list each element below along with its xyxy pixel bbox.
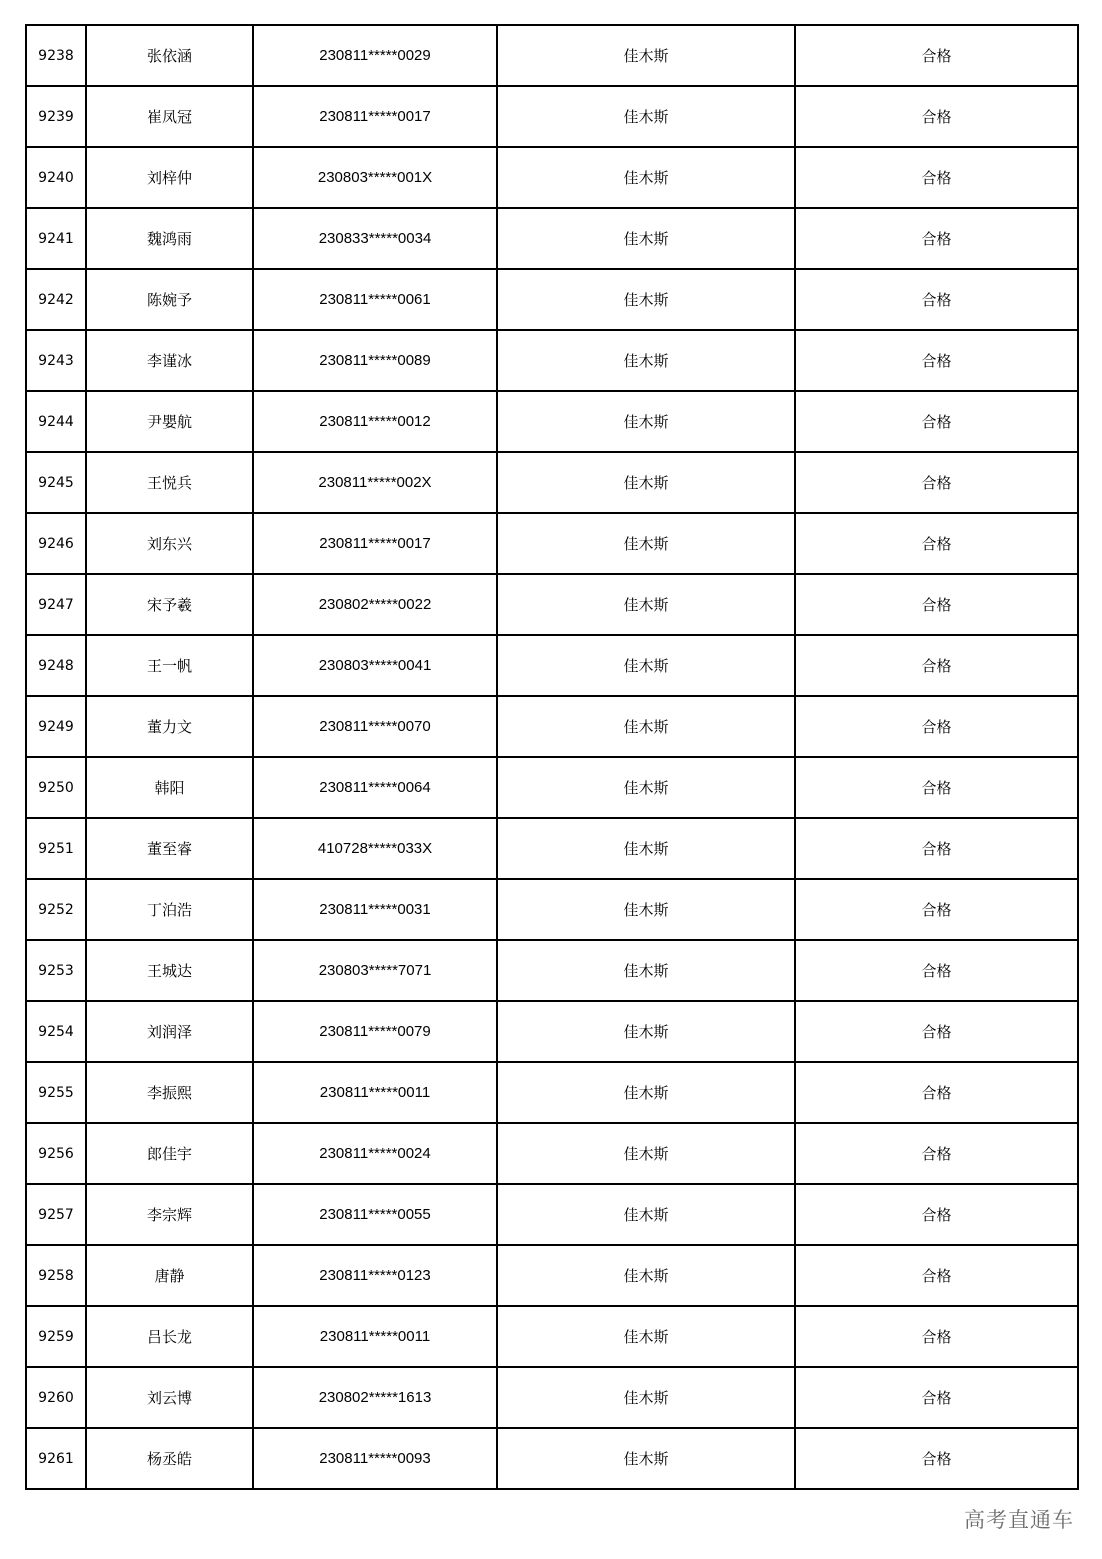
row-number-cell: 9256: [26, 1123, 86, 1184]
name-cell: 刘润泽: [86, 1001, 253, 1062]
table-row: [26, 452, 1078, 513]
name-cell: 吕长龙: [86, 1306, 253, 1367]
region-cell: 佳木斯: [497, 513, 795, 574]
region-cell: 佳木斯: [497, 1367, 795, 1428]
region-cell: 佳木斯: [497, 208, 795, 269]
region-cell: 佳木斯: [497, 25, 795, 86]
region-cell: 佳木斯: [497, 818, 795, 879]
result-cell: 合格: [795, 757, 1078, 818]
row-number-cell: 9243: [26, 330, 86, 391]
name-cell: 郎佳宇: [86, 1123, 253, 1184]
table-row: [26, 269, 1078, 330]
name-cell: 尹嬰航: [86, 391, 253, 452]
name-cell: 李宗辉: [86, 1184, 253, 1245]
result-cell: 合格: [795, 391, 1078, 452]
id-number-cell: 230802*****1613: [253, 1367, 497, 1428]
name-cell: 陈婉予: [86, 269, 253, 330]
name-cell: 魏鸿雨: [86, 208, 253, 269]
table-row: [26, 1062, 1078, 1123]
result-cell: 合格: [795, 269, 1078, 330]
id-number-cell: 230811*****0064: [253, 757, 497, 818]
id-number-cell: 230811*****0011: [253, 1306, 497, 1367]
region-cell: 佳木斯: [497, 1428, 795, 1489]
row-number-cell: 9255: [26, 1062, 86, 1123]
id-number-cell: 230811*****002X: [253, 452, 497, 513]
result-cell: 合格: [795, 208, 1078, 269]
table-row: [26, 635, 1078, 696]
table-row: [26, 574, 1078, 635]
row-number-cell: 9244: [26, 391, 86, 452]
result-cell: 合格: [795, 1123, 1078, 1184]
result-cell: 合格: [795, 452, 1078, 513]
id-number-cell: 230811*****0123: [253, 1245, 497, 1306]
row-number-cell: 9247: [26, 574, 86, 635]
result-cell: 合格: [795, 1306, 1078, 1367]
region-cell: 佳木斯: [497, 940, 795, 1001]
name-cell: 董力文: [86, 696, 253, 757]
id-number-cell: 230811*****0031: [253, 879, 497, 940]
result-cell: 合格: [795, 1001, 1078, 1062]
table-row: [26, 940, 1078, 1001]
result-cell: 合格: [795, 1428, 1078, 1489]
row-number-cell: 9249: [26, 696, 86, 757]
results-table-body: [26, 25, 1078, 1489]
name-cell: 王城达: [86, 940, 253, 1001]
region-cell: 佳木斯: [497, 1001, 795, 1062]
result-cell: 合格: [795, 1184, 1078, 1245]
row-number-cell: 9261: [26, 1428, 86, 1489]
name-cell: 杨丞皓: [86, 1428, 253, 1489]
row-number-cell: 9259: [26, 1306, 86, 1367]
id-number-cell: 230811*****0012: [253, 391, 497, 452]
table-row: [26, 1184, 1078, 1245]
result-cell: 合格: [795, 879, 1078, 940]
table-row: [26, 757, 1078, 818]
name-cell: 韩阳: [86, 757, 253, 818]
name-cell: 张依涵: [86, 25, 253, 86]
watermark-text: 高考直通车: [964, 1508, 1074, 1532]
id-number-cell: 230811*****0070: [253, 696, 497, 757]
id-number-cell: 230811*****0024: [253, 1123, 497, 1184]
result-cell: 合格: [795, 635, 1078, 696]
id-number-cell: 230833*****0034: [253, 208, 497, 269]
row-number-cell: 9254: [26, 1001, 86, 1062]
result-cell: 合格: [795, 147, 1078, 208]
region-cell: 佳木斯: [497, 452, 795, 513]
result-cell: 合格: [795, 86, 1078, 147]
table-row: [26, 696, 1078, 757]
table-row: [26, 513, 1078, 574]
results-table: [25, 24, 1079, 1490]
result-cell: 合格: [795, 1062, 1078, 1123]
row-number-cell: 9257: [26, 1184, 86, 1245]
region-cell: 佳木斯: [497, 391, 795, 452]
name-cell: 唐静: [86, 1245, 253, 1306]
region-cell: 佳木斯: [497, 635, 795, 696]
region-cell: 佳木斯: [497, 1123, 795, 1184]
id-number-cell: 230802*****0022: [253, 574, 497, 635]
table-row: [26, 147, 1078, 208]
row-number-cell: 9258: [26, 1245, 86, 1306]
table-row: [26, 25, 1078, 86]
region-cell: 佳木斯: [497, 879, 795, 940]
id-number-cell: 230811*****0017: [253, 86, 497, 147]
result-cell: 合格: [795, 818, 1078, 879]
region-cell: 佳木斯: [497, 330, 795, 391]
result-cell: 合格: [795, 574, 1078, 635]
id-number-cell: 230811*****0011: [253, 1062, 497, 1123]
result-cell: 合格: [795, 696, 1078, 757]
id-number-cell: 230803*****0041: [253, 635, 497, 696]
row-number-cell: 9242: [26, 269, 86, 330]
name-cell: 宋予羲: [86, 574, 253, 635]
name-cell: 刘东兴: [86, 513, 253, 574]
region-cell: 佳木斯: [497, 757, 795, 818]
name-cell: 刘云博: [86, 1367, 253, 1428]
row-number-cell: 9238: [26, 25, 86, 86]
row-number-cell: 9253: [26, 940, 86, 1001]
table-row: [26, 1367, 1078, 1428]
name-cell: 崔凤冠: [86, 86, 253, 147]
table-row: [26, 1428, 1078, 1489]
table-row: [26, 208, 1078, 269]
row-number-cell: 9246: [26, 513, 86, 574]
row-number-cell: 9250: [26, 757, 86, 818]
row-number-cell: 9245: [26, 452, 86, 513]
region-cell: 佳木斯: [497, 574, 795, 635]
region-cell: 佳木斯: [497, 1306, 795, 1367]
name-cell: 董至睿: [86, 818, 253, 879]
row-number-cell: 9240: [26, 147, 86, 208]
region-cell: 佳木斯: [497, 696, 795, 757]
row-number-cell: 9239: [26, 86, 86, 147]
region-cell: 佳木斯: [497, 1062, 795, 1123]
table-row: [26, 1001, 1078, 1062]
id-number-cell: 230811*****0089: [253, 330, 497, 391]
id-number-cell: 230811*****0079: [253, 1001, 497, 1062]
region-cell: 佳木斯: [497, 1184, 795, 1245]
name-cell: 李谨冰: [86, 330, 253, 391]
name-cell: 刘梓仲: [86, 147, 253, 208]
row-number-cell: 9248: [26, 635, 86, 696]
table-row: [26, 879, 1078, 940]
region-cell: 佳木斯: [497, 269, 795, 330]
name-cell: 李振熙: [86, 1062, 253, 1123]
id-number-cell: 230811*****0029: [253, 25, 497, 86]
result-cell: 合格: [795, 1245, 1078, 1306]
region-cell: 佳木斯: [497, 86, 795, 147]
name-cell: 王悦兵: [86, 452, 253, 513]
row-number-cell: 9260: [26, 1367, 86, 1428]
id-number-cell: 410728*****033X: [253, 818, 497, 879]
result-cell: 合格: [795, 940, 1078, 1001]
result-cell: 合格: [795, 1367, 1078, 1428]
row-number-cell: 9252: [26, 879, 86, 940]
region-cell: 佳木斯: [497, 1245, 795, 1306]
table-row: [26, 391, 1078, 452]
results-table-container: [25, 24, 1077, 1490]
table-row: [26, 86, 1078, 147]
id-number-cell: 230811*****0061: [253, 269, 497, 330]
result-cell: 合格: [795, 330, 1078, 391]
name-cell: 丁泊浩: [86, 879, 253, 940]
id-number-cell: 230803*****7071: [253, 940, 497, 1001]
name-cell: 王一帆: [86, 635, 253, 696]
id-number-cell: 230811*****0093: [253, 1428, 497, 1489]
id-number-cell: 230811*****0017: [253, 513, 497, 574]
result-cell: 合格: [795, 513, 1078, 574]
table-row: [26, 330, 1078, 391]
table-row: [26, 1123, 1078, 1184]
row-number-cell: 9251: [26, 818, 86, 879]
table-row: [26, 1245, 1078, 1306]
result-cell: 合格: [795, 25, 1078, 86]
region-cell: 佳木斯: [497, 147, 795, 208]
table-row: [26, 1306, 1078, 1367]
table-row: [26, 818, 1078, 879]
id-number-cell: 230803*****001X: [253, 147, 497, 208]
row-number-cell: 9241: [26, 208, 86, 269]
id-number-cell: 230811*****0055: [253, 1184, 497, 1245]
